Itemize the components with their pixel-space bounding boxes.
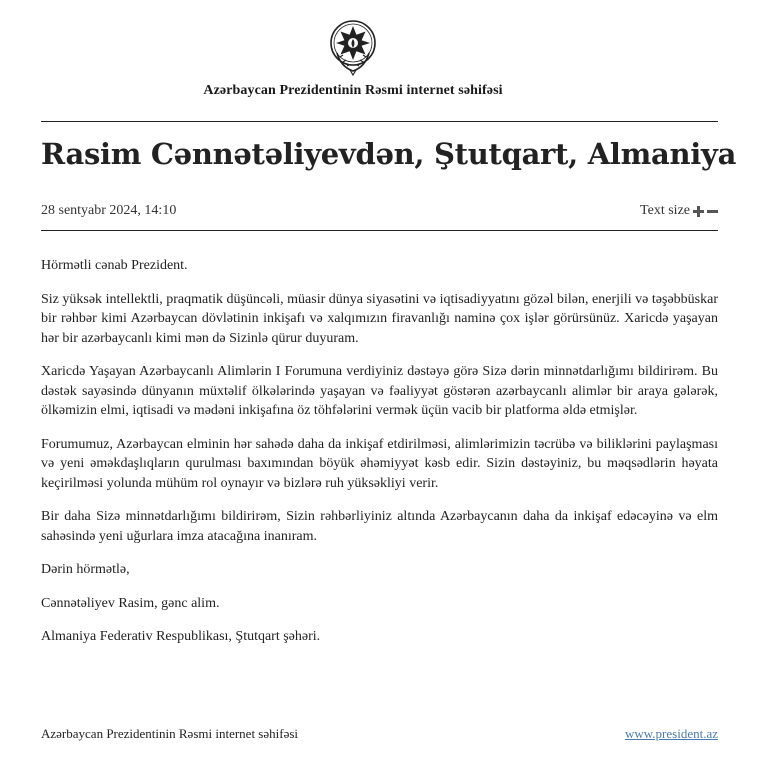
article-title: Rasim Cənnətəliyevdən, Ştutqart, Almaniya bbox=[41, 137, 737, 171]
paragraph: Almaniya Federativ Respublikası, Ştutqart şəhəri. bbox=[41, 629, 321, 644]
meta-divider bbox=[41, 230, 718, 231]
article-body bbox=[41, 256, 718, 661]
paragraph: Cənnətəliyev Rasim, gənc alim. bbox=[41, 595, 220, 611]
paragraph: Bir daha Sizə minnətdarlığımı bildirirəm, Sizin rəhbərliyiniz altında Azərbaycanın daha da inkişaf edəcəyinə və elm sahəsində yeni uğurlara imza atacağına inanıram. bbox=[41, 509, 718, 544]
article-date: 28 sentyabr 2024, 14:10 bbox=[41, 203, 177, 218]
footer-site-title: Azərbaycan Prezidentinin Rəsmi internet səhifəsi bbox=[41, 726, 299, 741]
minus-icon[interactable] bbox=[707, 206, 718, 217]
paragraph: Dərin hörmətlə, bbox=[41, 562, 130, 577]
site-title: Azərbaycan Prezidentinin Rəsmi internet səhifəsi bbox=[203, 83, 503, 98]
paragraph: Xaricdə Yaşayan Azərbaycanlı Alimlərin I Forumuna verdiyiniz dəstəyə görə Sizə dərin minnətdarlığımı bildirirəm. Bu dəstək sayəsində dünyanın müxtəlif ölkələrində yaşayan və fəaliyyət göstərən azərbaycanlı alimlər bir araya gələrək, ölkəmizin elmi, iqtisadi və mədəni inkişafına öz töhfələrini vermək üçün vacib bir platforma əldə etmişlər. bbox=[41, 364, 718, 418]
paragraph: Hörmətli cənab Prezident. bbox=[41, 258, 188, 273]
text-size-control bbox=[640, 203, 718, 219]
paragraph: Siz yüksək intellektli, praqmatik düşüncəli, müasir dünya siyasətini və iqtisadiyyatını gözəl bilən, enerjili və təşəbbüskar bir rəhbər kimi Azərbaycan dövlətinin inkişafı və xalqımızın firavanlığı naminə çox işlər görürsünüz. Xaricdə yaşayan hər bir azərbaycanlı kimi mən də Sizinlə qürur duyuram. bbox=[41, 291, 718, 346]
header-divider bbox=[41, 121, 718, 122]
paragraph: Forumumuz, Azərbaycan elminin hər sahədə daha da inkişaf etdirilməsi, alimlərimizin təcrübə və biliklərini paylaşması və yeni əməkdaşlıqların qurulması baxımından böyük əhəmiyyət kəsb edir. Sizin dəstəyiniz, bu məqsədlərin həyata keçirilməsi yolunda mühüm rol oynayır və bizlərə ruh yüksəkliyi verir. bbox=[41, 436, 718, 491]
footer-website-link[interactable]: www.president.az bbox=[624, 726, 718, 741]
plus-icon[interactable] bbox=[693, 206, 704, 217]
azerbaijan-state-emblem-icon bbox=[329, 19, 377, 77]
text-size-label: Text size bbox=[640, 203, 690, 218]
